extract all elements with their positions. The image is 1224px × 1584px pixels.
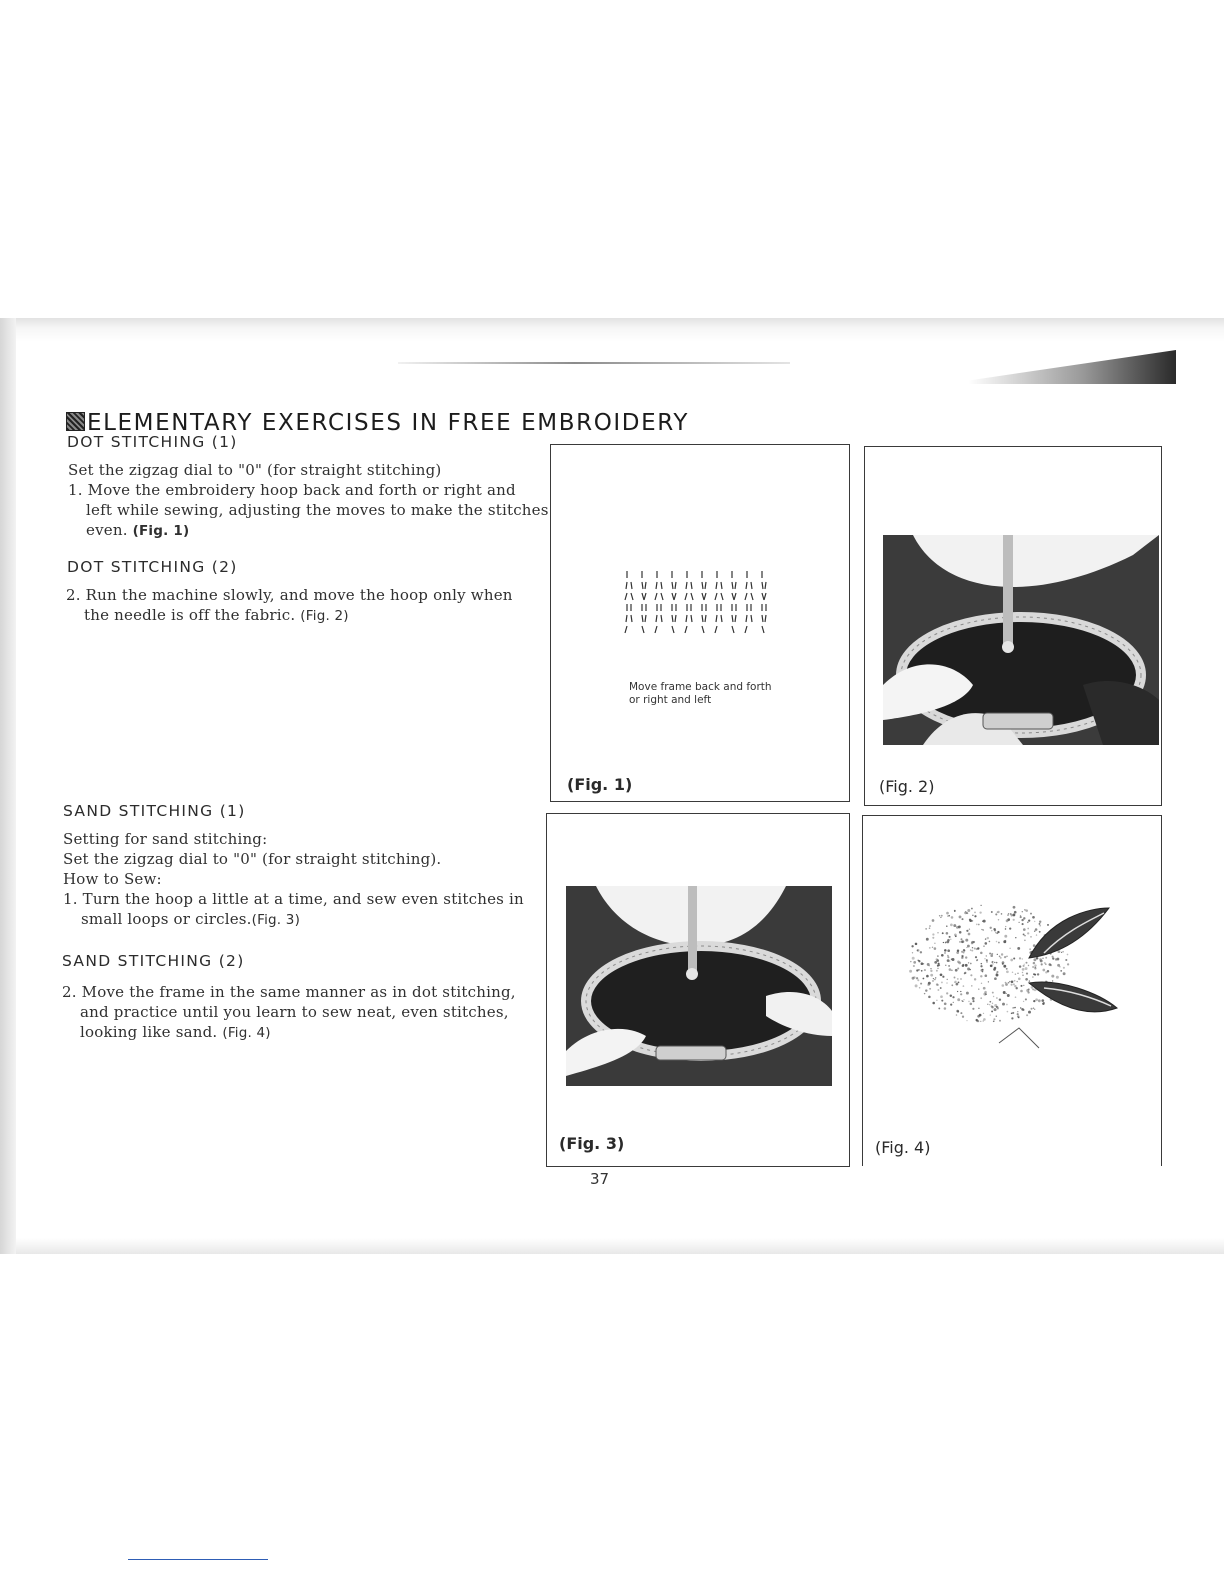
- dot2-step-line-1: 2. Run the machine slowly, and move the hoop only when: [66, 586, 513, 604]
- hoop-sewing-photo: [883, 535, 1159, 745]
- figure-1-note: [629, 681, 772, 707]
- dot1-step-line-1: 1. Move the embroidery hoop back and forth or right and: [68, 481, 516, 499]
- sand1-fig-reference: (Fig. 3): [251, 912, 301, 928]
- sand-stitching-1-text: [63, 829, 524, 930]
- dot-stitching-2-text: [66, 585, 513, 626]
- sand-stitching-2-text: [62, 982, 516, 1043]
- figure-1-note-line-2: or right and left: [629, 694, 712, 706]
- dot1-step-line-2: left while sewing, adjusting the moves to make the stitches: [86, 501, 549, 519]
- section-title-dot-stitching-2: DOT STITCHING (2): [67, 558, 238, 576]
- figure-2-box: [864, 446, 1162, 806]
- page-number: 37: [590, 1170, 610, 1188]
- dot1-fig-reference: (Fig. 1): [132, 523, 190, 539]
- sand1-how-line: How to Sew:: [63, 870, 162, 888]
- scan-edge-shadow: [0, 318, 16, 1254]
- dot2-step-line-2-text: the needle is off the fabric.: [84, 606, 296, 624]
- sand2-step-line-2: and practice until you learn to sew neat, even stitches,: [80, 1003, 509, 1021]
- dot1-step-line-3: [68, 520, 549, 541]
- sand1-setting-line: Setting for sand stitching:: [63, 830, 268, 848]
- square-bullet-icon: [66, 412, 85, 431]
- section-title-dot-stitching-1: DOT STITCHING (1): [67, 433, 238, 451]
- sand2-fig-reference: (Fig. 4): [222, 1025, 271, 1041]
- dot-stitching-1-text: [68, 460, 549, 541]
- sand2-step-line-3-text: looking like sand.: [80, 1023, 218, 1041]
- top-rule: [398, 362, 790, 364]
- figure-1-label: (Fig. 1): [567, 775, 633, 794]
- figure-4-label: (Fig. 4): [875, 1138, 931, 1157]
- stitch-pattern-illustration: [551, 445, 849, 801]
- figure-2-label: (Fig. 2): [879, 777, 935, 796]
- figure-3-label: (Fig. 3): [559, 1134, 625, 1153]
- heading-text: ELEMENTARY EXERCISES IN FREE EMBROIDERY: [87, 410, 689, 436]
- section-title-sand-stitching-2: SAND STITCHING (2): [62, 952, 245, 970]
- sand2-step-line-3: [62, 1022, 516, 1043]
- footer-link-underline: [128, 1559, 268, 1560]
- sand1-step-line-1: 1. Turn the hoop a little at a time, and sew even stitches in: [63, 890, 524, 908]
- sand1-dial-line: Set the zigzag dial to "0" (for straight stitching).: [63, 850, 442, 868]
- dot1-step-line-3-text: even.: [86, 521, 128, 539]
- figure-3-box: [546, 813, 850, 1167]
- figure-1-box: [550, 444, 850, 802]
- figure-1-note-line-1: Move frame back and forth: [629, 681, 772, 693]
- dot1-setting-line: Set the zigzag dial to "0" (for straight stitching): [68, 461, 442, 479]
- figure-4-box: [862, 815, 1162, 1166]
- sand2-step-line-1: 2. Move the frame in the same manner as in dot stitching,: [62, 983, 516, 1001]
- dot2-fig-reference: (Fig. 2): [300, 608, 349, 624]
- sand-stitch-sample-illustration: [899, 868, 1129, 1068]
- sand1-step-line-2: [63, 909, 524, 930]
- dot2-step-line-2: [66, 605, 513, 626]
- section-title-sand-stitching-1: SAND STITCHING (1): [63, 802, 246, 820]
- hoop-circles-photo: [566, 886, 832, 1086]
- sand1-step-line-2-text: small loops or circles.: [81, 910, 252, 928]
